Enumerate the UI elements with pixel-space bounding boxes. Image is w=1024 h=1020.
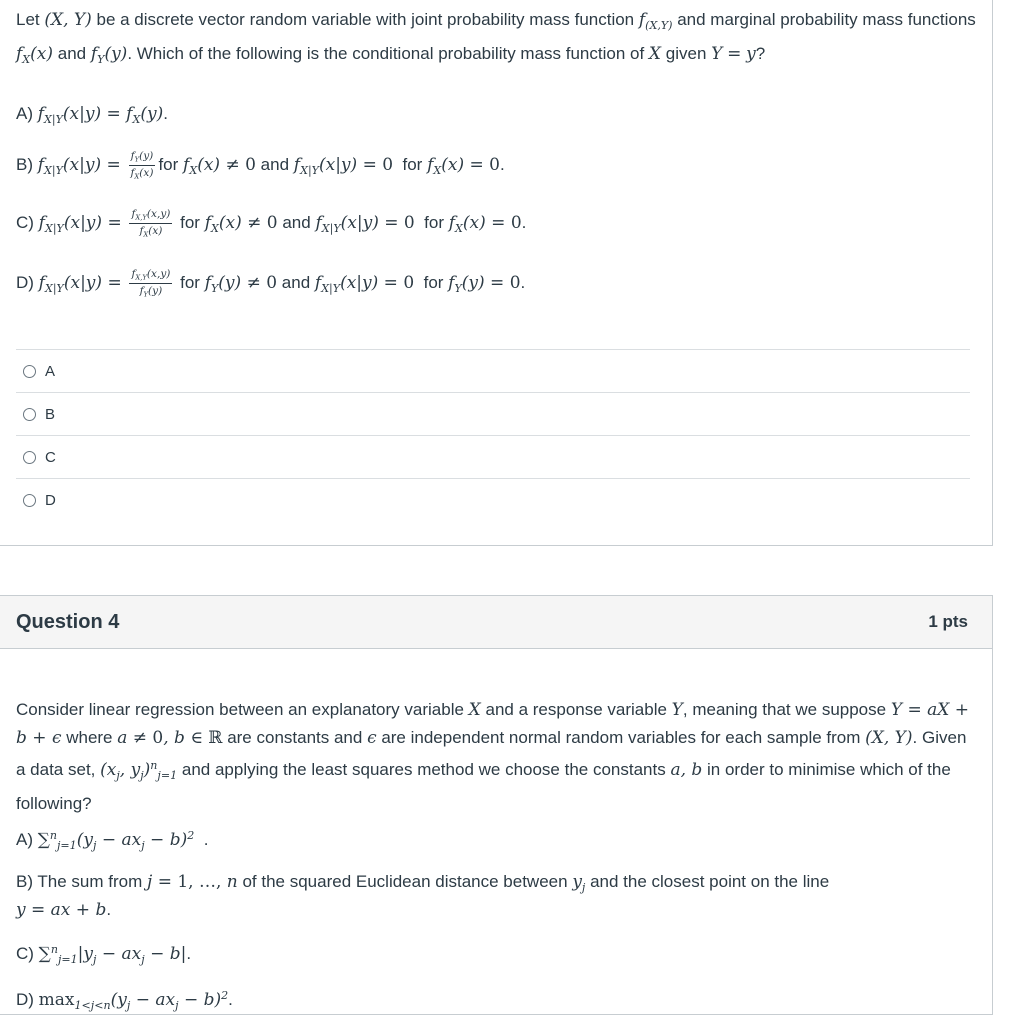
answer-list xyxy=(16,349,970,521)
question-4-header xyxy=(0,596,992,649)
answer-option-d[interactable] xyxy=(16,478,970,521)
question-3-option-b: B) $f_{X|Y}(x|y)$ = $\frac{f_Y(y)}{f_X(x)}$ for $f_X(x) \ne 0$ and $f_{X|Y}(x|y) = 0$ for $f_X(x) = 0$. xyxy=(16,150,505,181)
radio-button[interactable] xyxy=(23,451,36,464)
answer-option-a[interactable] xyxy=(16,349,970,392)
radio-button[interactable] xyxy=(23,494,36,507)
radio-button[interactable] xyxy=(23,365,36,378)
answer-label: A xyxy=(45,362,56,380)
answer-label: C xyxy=(45,448,56,466)
question-4-option-d: D) $\max_{1<j<n}(y_j - ax_j - b)^2$. xyxy=(16,989,233,1012)
question-3-option-a: A) $f_{X|Y}(x|y) = f_X(y)$. xyxy=(16,104,168,126)
answer-option-b[interactable] xyxy=(16,392,970,435)
question-4-option-a: A) $\sum^n_{j=1}(y_j - ax_j - b)^2$ . xyxy=(16,829,209,852)
question-4-option-b: B) The sum from j = 1, …, n of the squared Euclidean distance between $y_j$ and the closest point on the line xyxy=(16,872,830,894)
question-4-option-b-line2: y = ax + b. xyxy=(16,900,112,920)
answer-label: B xyxy=(45,405,56,423)
question-title: Question 4 xyxy=(16,610,120,633)
question-3-option-c: C) $f_{X|Y}(x|y)$ = $\frac{f_{X,Y}(x,y)}{f_X(x)}$ for $f_X(x) \ne 0$ and $f_{X|Y}(x|y) = 0$ for $f_X(x) = 0$. xyxy=(16,208,527,239)
question-points: 1 pts xyxy=(928,612,968,631)
radio-button[interactable] xyxy=(23,408,36,421)
question-4-panel xyxy=(0,595,993,1015)
question-4-option-c: C) $\sum^n_{j=1}|y_j - ax_j - b|$. xyxy=(16,943,192,966)
question-4-text: Consider linear regression between an explanatory variable X and a response variable Y, meaning that we suppose Y = aX + b + ϵ where a ≠ 0, b ∈ ℝ are constants and ϵ are independent normal random variables for each sample from (X, Y). Given a data set, ($x_j$, $y_j)^n_{j=1}$ and applying the least squares method we choose the constants a, b in order to minimise which of the following? xyxy=(16,700,970,813)
answer-option-c[interactable] xyxy=(16,435,970,478)
question-3-text: Let (X, Y) be a discrete vector random variable with joint probability mass function $f_{(X,Y)}$ and marginal probability mass functions $f_X(x)$ and $f_Y(y)$. Which of the following is the conditional probability mass function of X given Y = y? xyxy=(16,10,976,66)
question-3-option-d: D) $f_{X|Y}(x|y)$ = $\frac{f_{X,Y}(x,y)}{f_Y(y)}$ for $f_Y(y) \ne 0$ and $f_{X|Y}(x|y) = 0$ for $f_Y(y) = 0$. xyxy=(16,268,526,299)
answer-label: D xyxy=(45,491,56,509)
